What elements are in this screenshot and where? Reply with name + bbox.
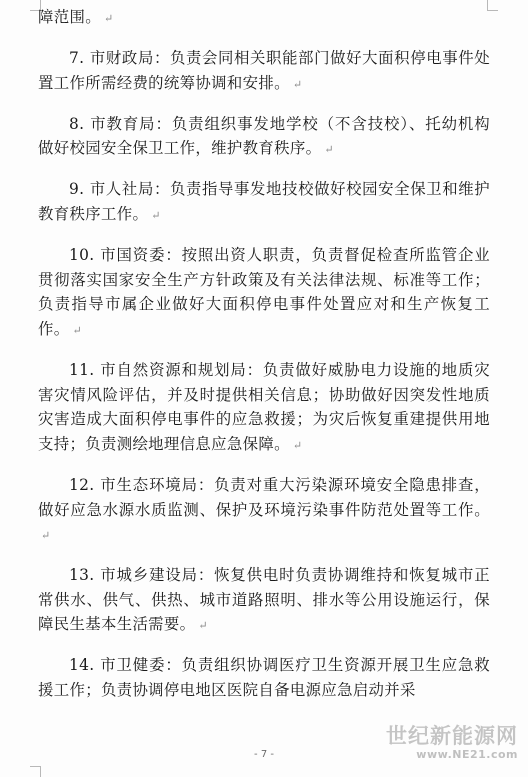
paragraph-item-10-sasac: 10. 市国资委：按照出资人职责，负责督促检查所监管企业贯彻落实国家安全生产方针政策及有关法律法规、标准等工作；负责指导市属企业做好大面积停电事件处置应对和生产恢复工作。 ↵ — [38, 246, 490, 338]
paragraph-mark-icon: ↵ — [198, 619, 208, 633]
paragraph-item-11-natural-resources: 11. 市自然资源和规划局：负责做好威胁电力设施的地质灾害灾情风险评估，并及时提供相关信息；协助做好因突发性地质灾害造成大面积停电事件的应急救援；为灾后恢复重建提供用地支持；负责测绘地理信息应急保障。 ↵ — [38, 361, 490, 453]
site-watermark — [386, 724, 518, 762]
paragraph-0-continuation: 障范围。 ↵ — [38, 8, 114, 26]
watermark-url: www.NE21.com — [416, 748, 518, 761]
paragraph-item-13-urban-rural-construction: 13. 市城乡建设局：恢复供电时负责协调维持和恢复城市正常供水、供气、供热、城市道路照明、排水等公用设施运行，保障民生基本生活需要。 ↵ — [38, 566, 490, 634]
paragraph-mark-icon: ↵ — [151, 209, 161, 223]
watermark-title: 世纪新能源网 — [386, 724, 518, 748]
paragraph-item-14-health-commission: 14. 市卫健委：负责组织协调医疗卫生资源开展卫生应急救援工作；负责协调停电地区医院自备电源应急启动并采 — [38, 656, 490, 700]
paragraph-item-9-human-resources: 9. 市人社局：负责指导事发地技校做好校园安全保卫和维护教育秩序工作。 ↵ — [38, 180, 490, 224]
document-body — [38, 5, 490, 717]
paragraph-mark-icon: ↵ — [292, 77, 303, 91]
page-number: - 7 - — [254, 749, 274, 760]
paragraph-item-8-education: 8. 市教育局：负责组织事发地学校（不含技校）、托幼机构做好校园安全保卫工作，维护教育秩序。 ↵ — [38, 114, 490, 158]
paragraph-mark-icon: ↵ — [72, 323, 82, 337]
margin-corner-mark-bottom-left — [30, 766, 41, 777]
paragraph-mark-icon: ↵ — [41, 529, 51, 543]
paragraph-mark-icon: ↵ — [103, 12, 114, 25]
paragraph-item-7-finance: 7. 市财政局：负责会同相关职能部门做好大面积停电事件处置工作所需经费的统筹协调和安排。 ↵ — [38, 49, 490, 92]
paragraph-mark-icon: ↵ — [292, 438, 303, 452]
paragraph-item-12-ecology-environment: 12. 市生态环境局：负责对重大污染源环境安全隐患排查，做好应急水源水质监测、保护及环境污染事件防范处置等工作。↵ — [38, 475, 490, 543]
paragraph-mark-icon: ↵ — [324, 143, 334, 157]
